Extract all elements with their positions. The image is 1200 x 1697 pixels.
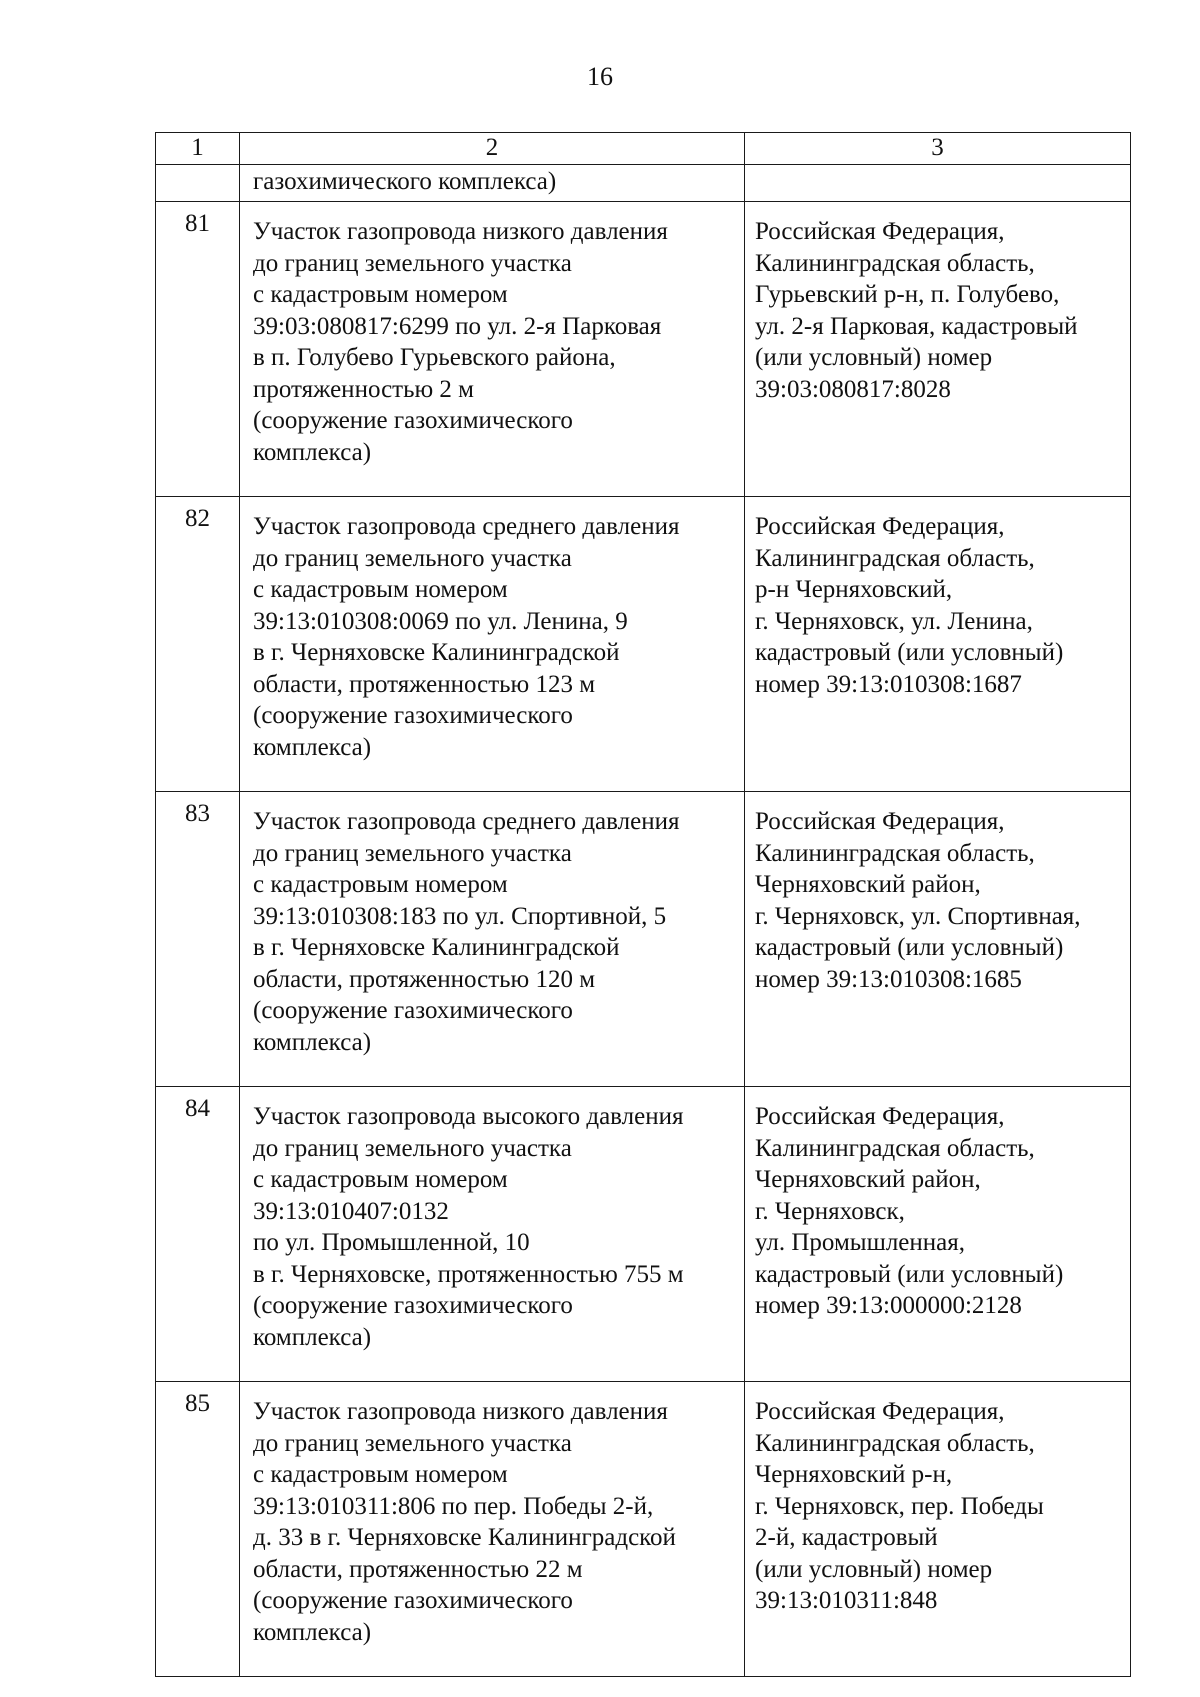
address-line: ул. Промышленная,	[755, 1229, 965, 1256]
address-line: (или условный) номер	[755, 344, 993, 371]
page-number: 16	[587, 62, 613, 91]
address-line: Российская Федерация,	[755, 1103, 1005, 1130]
continuation-description: газохимического комплекса)	[240, 165, 745, 202]
row-description	[240, 497, 745, 792]
address-line: Калининградская область,	[755, 839, 1035, 867]
description-line: в г. Черняховске, протяженностью 755 м	[253, 1260, 684, 1288]
description-line: Участок газопровода низкого давления	[253, 218, 668, 245]
address-line: Калининградская область,	[755, 1134, 1035, 1162]
row-number: 82	[156, 497, 240, 792]
row-number: 85	[156, 1382, 240, 1677]
description-line: области, протяженностью 22 м	[253, 1555, 583, 1583]
address-line: Калининградская область,	[755, 544, 1035, 572]
description-line: 39:13:010311:806 по пер. Победы 2-й,	[253, 1492, 654, 1520]
address-line: Гурьевский р-н, п. Голубево,	[755, 281, 1060, 308]
description-line: комплекса)	[253, 1028, 372, 1056]
row-description	[240, 1382, 745, 1677]
description-line: до границ земельного участка	[253, 249, 572, 277]
description-line: до границ земельного участка	[253, 544, 572, 572]
description-line: комплекса)	[253, 1618, 372, 1646]
address-line: кадастровый (или условный)	[755, 639, 1064, 666]
description-line: комплекса)	[253, 438, 372, 466]
address-line: г. Черняховск, ул. Ленина,	[755, 607, 1033, 635]
table-row	[156, 1087, 1131, 1382]
description-line: протяженностью 2 м	[253, 375, 474, 403]
row-address	[745, 792, 1131, 1087]
description-line: Участок газопровода среднего давления	[253, 808, 680, 835]
address-line: р-н Черняховский,	[755, 576, 953, 603]
address-line: Российская Федерация,	[755, 218, 1005, 245]
description-line: в г. Черняховске Калининградской	[253, 934, 620, 961]
continuation-row	[156, 165, 1131, 202]
address-line: Российская Федерация,	[755, 808, 1005, 835]
description-line: с кадастровым номером	[253, 1166, 508, 1193]
description-line: комплекса)	[253, 733, 372, 761]
address-line: Черняховский район,	[755, 1166, 981, 1193]
address-line: (или условный) номер	[755, 1555, 993, 1583]
description-line: в г. Черняховске Калининградской	[253, 639, 620, 666]
column-header-number: 1	[156, 133, 240, 165]
row-number: 81	[156, 202, 240, 497]
address-line: г. Черняховск,	[755, 1197, 905, 1225]
description-line: с кадастровым номером	[253, 576, 508, 603]
description-line: области, протяженностью 120 м	[253, 965, 596, 993]
description-line: Участок газопровода среднего давления	[253, 513, 680, 540]
description-line: 39:03:080817:6299 по ул. 2-я Парковая	[253, 312, 662, 340]
description-line: (сооружение газохимического	[253, 702, 573, 729]
description-line: с кадастровым номером	[253, 871, 508, 898]
table-header-row	[156, 133, 1131, 165]
row-address	[745, 497, 1131, 792]
description-line: (сооружение газохимического	[253, 1587, 573, 1614]
description-line: комплекса)	[253, 1323, 372, 1351]
description-line: области, протяженностью 123 м	[253, 670, 596, 698]
table-row	[156, 497, 1131, 792]
row-number: 83	[156, 792, 240, 1087]
address-line: кадастровый (или условный)	[755, 934, 1064, 961]
address-line: 2-й, кадастровый	[755, 1524, 938, 1551]
description-line: с кадастровым номером	[253, 281, 508, 308]
address-line: кадастровый (или условный)	[755, 1260, 1064, 1288]
description-line: до границ земельного участка	[253, 839, 572, 867]
table-row	[156, 1382, 1131, 1677]
description-line: (сооружение газохимического	[253, 997, 573, 1024]
description-line: 39:13:010308:183 по ул. Спортивной, 5	[253, 902, 667, 930]
column-header-description: 2	[240, 133, 745, 165]
address-line: номер 39:13:010308:1687	[755, 670, 1022, 698]
address-line: Черняховский район,	[755, 871, 981, 898]
continuation-address	[745, 165, 1131, 202]
description-line: 39:13:010308:0069 по ул. Ленина, 9	[253, 607, 628, 635]
row-description	[240, 792, 745, 1087]
description-line: до границ земельного участка	[253, 1134, 572, 1162]
address-line: ул. 2-я Парковая, кадастровый	[755, 312, 1078, 340]
description-line: до границ земельного участка	[253, 1429, 572, 1457]
table-row	[156, 202, 1131, 497]
row-address	[745, 1382, 1131, 1677]
continuation-number	[156, 165, 240, 202]
address-line: Российская Федерация,	[755, 513, 1005, 540]
description-line: д. 33 в г. Черняховске Калининградской	[253, 1524, 676, 1551]
registry-table	[155, 132, 1131, 1677]
address-line: г. Черняховск, пер. Победы	[755, 1492, 1044, 1520]
description-line: Участок газопровода низкого давления	[253, 1398, 668, 1425]
description-line: (сооружение газохимического	[253, 407, 573, 434]
description-line: в п. Голубево Гурьевского района,	[253, 344, 616, 371]
description-line: Участок газопровода высокого давления	[253, 1103, 684, 1130]
address-line: номер 39:13:010308:1685	[755, 965, 1022, 993]
description-line: с кадастровым номером	[253, 1461, 508, 1488]
address-line: Черняховский р-н,	[755, 1461, 953, 1488]
description-line: по ул. Промышленной, 10	[253, 1229, 530, 1256]
address-line: Калининградская область,	[755, 249, 1035, 277]
address-line: номер 39:13:000000:2128	[755, 1292, 1022, 1319]
address-line: Калининградская область,	[755, 1429, 1035, 1457]
row-address	[745, 1087, 1131, 1382]
row-description	[240, 1087, 745, 1382]
address-line: г. Черняховск, ул. Спортивная,	[755, 902, 1081, 930]
description-line: 39:13:010407:0132	[253, 1197, 449, 1225]
row-address	[745, 202, 1131, 497]
address-line: 39:13:010311:848	[755, 1587, 938, 1614]
column-header-address: 3	[745, 133, 1131, 165]
table-row	[156, 792, 1131, 1087]
description-line: (сооружение газохимического	[253, 1292, 573, 1319]
row-number: 84	[156, 1087, 240, 1382]
row-description	[240, 202, 745, 497]
address-line: Российская Федерация,	[755, 1398, 1005, 1425]
address-line: 39:03:080817:8028	[755, 375, 951, 403]
